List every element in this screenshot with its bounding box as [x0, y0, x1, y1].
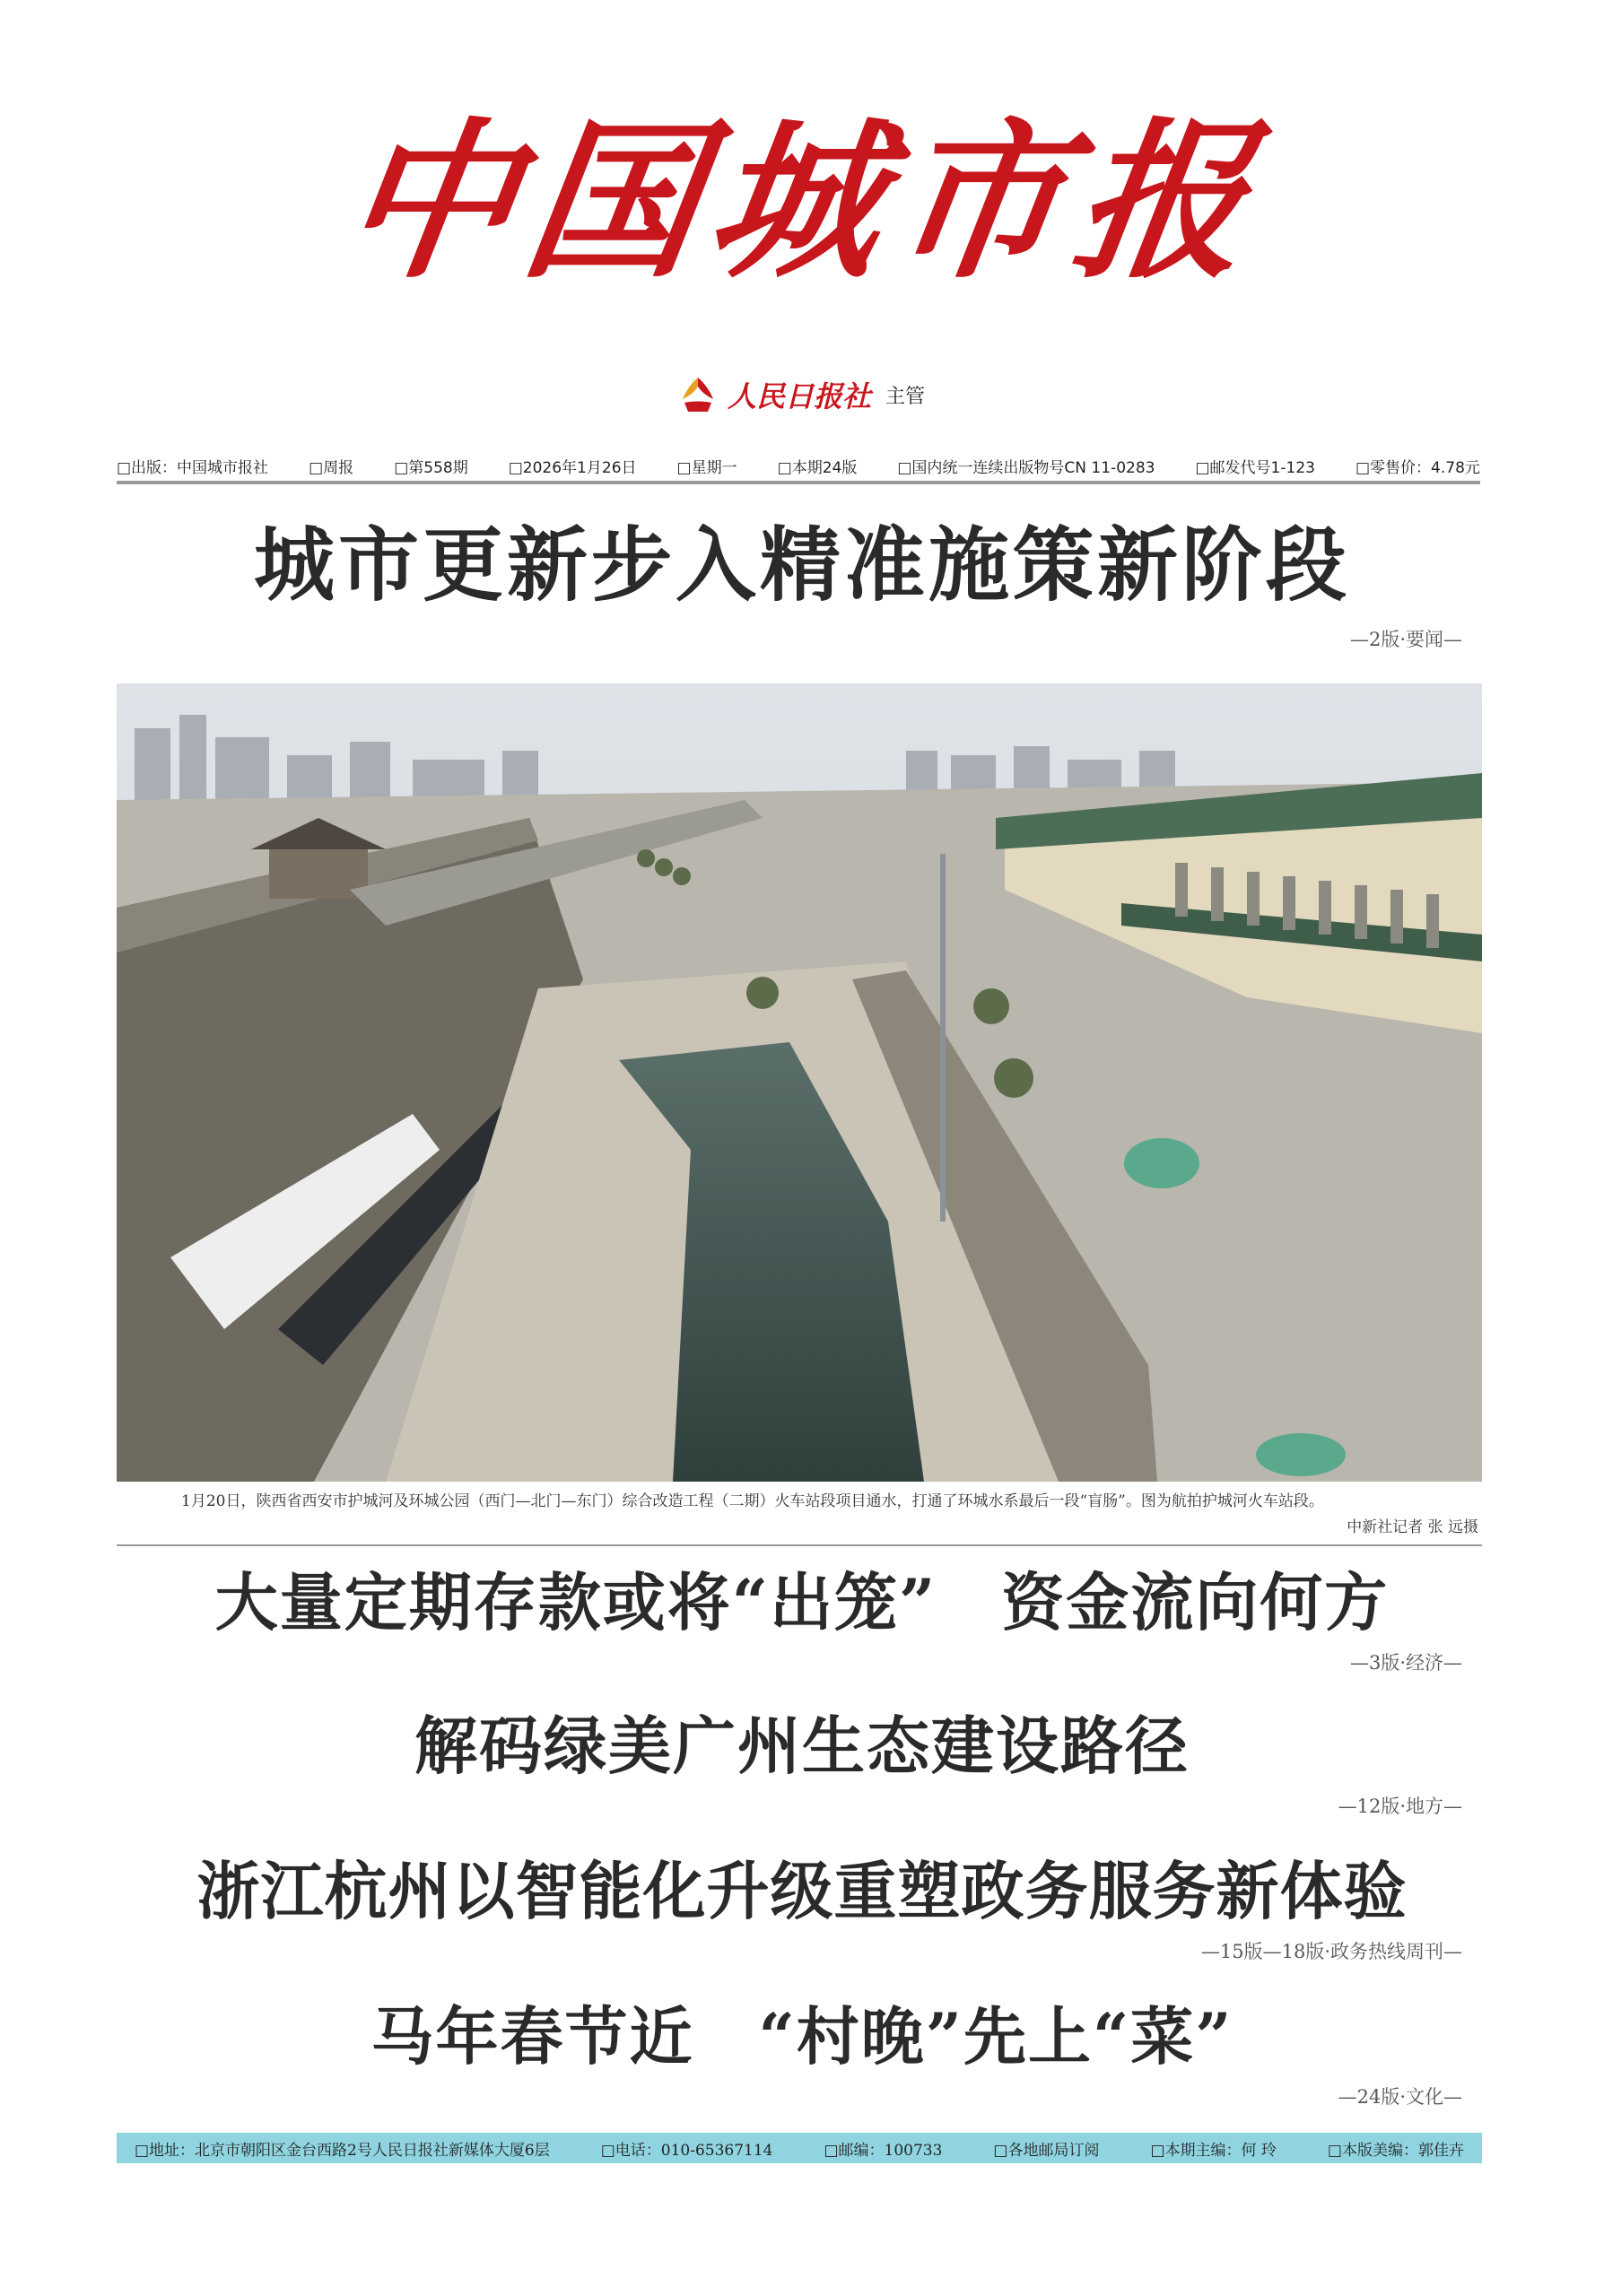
- info-page-count: □本期24版: [777, 458, 858, 477]
- headline-hangzhou[interactable]: 浙江杭州以智能化升级重塑政务服务新体验: [196, 1854, 1408, 1928]
- info-cn-number: □国内统一连续出版物号CN 11-0283: [897, 458, 1155, 477]
- info-weekday: □星期一: [676, 458, 737, 477]
- footer-postcode: □邮编：100733: [824, 2141, 943, 2160]
- info-price: □零售价：4.78元: [1356, 458, 1480, 477]
- sponsor-name: 人民日报社: [728, 379, 872, 413]
- publication-info-bar: [117, 453, 1480, 478]
- info-date: □2026年1月26日: [508, 458, 637, 477]
- info-postal-code: □邮发代号1-123: [1195, 458, 1315, 477]
- footer-chief-editor: □本期主编：何 玲: [1150, 2141, 1277, 2160]
- footer-info-bar: [117, 2133, 1482, 2163]
- headline-village-gala-page-ref: —24版·文化—: [1338, 2086, 1462, 2108]
- photo-caption: 1月20日，陕西省西安市护城河及环城公园（西门—北门—东门）综合改造工程（二期）火车站段项目通水，打通了环城水系最后一段“盲肠”。图为航拍护城河火车站段。: [181, 1492, 1324, 1510]
- info-publisher: □出版：中国城市报社: [117, 458, 269, 477]
- headline-guangzhou-page-ref: —12版·地方—: [1338, 1796, 1462, 1817]
- headline-economy[interactable]: 大量定期存款或将“出笼” 资金流向何方: [214, 1565, 1390, 1639]
- people-daily-logo-icon: [677, 374, 719, 415]
- sponsor-role: 主管: [885, 385, 926, 408]
- caption-divider: [117, 1544, 1482, 1546]
- info-issue-number: □第558期: [394, 458, 468, 477]
- photo-credit: 中新社记者 张 远摄: [1347, 1518, 1478, 1536]
- newspaper-masthead: 中国城市报: [330, 101, 1274, 301]
- footer-subscription: □各地邮局订阅: [993, 2141, 1100, 2160]
- main-headline-page-ref: —2版·要闻—: [1349, 629, 1462, 650]
- footer-address: □地址：北京市朝阳区金台西路2号人民日报社新媒体大厦6层: [135, 2141, 550, 2160]
- headline-village-gala[interactable]: 马年春节近 “村晚”先上“菜”: [370, 1999, 1234, 2074]
- aerial-moat-photo-illustration: [117, 683, 1482, 1482]
- footer-phone: □电话：010-65367114: [600, 2141, 773, 2160]
- headline-economy-page-ref: —3版·经济—: [1349, 1652, 1462, 1674]
- footer-art-editor: □本版美编：郭佳卉: [1327, 2141, 1464, 2160]
- masthead-divider: [117, 481, 1480, 484]
- lead-photo: [117, 683, 1482, 1482]
- sponsor-line: [677, 368, 925, 422]
- headline-guangzhou[interactable]: 解码绿美广州生态建设路径: [414, 1709, 1190, 1783]
- info-frequency: □周报: [309, 458, 354, 477]
- main-headline[interactable]: 城市更新步入精准施策新阶段: [254, 517, 1350, 613]
- headline-hangzhou-page-ref: —15版—18版·政务热线周刊—: [1200, 1941, 1462, 1962]
